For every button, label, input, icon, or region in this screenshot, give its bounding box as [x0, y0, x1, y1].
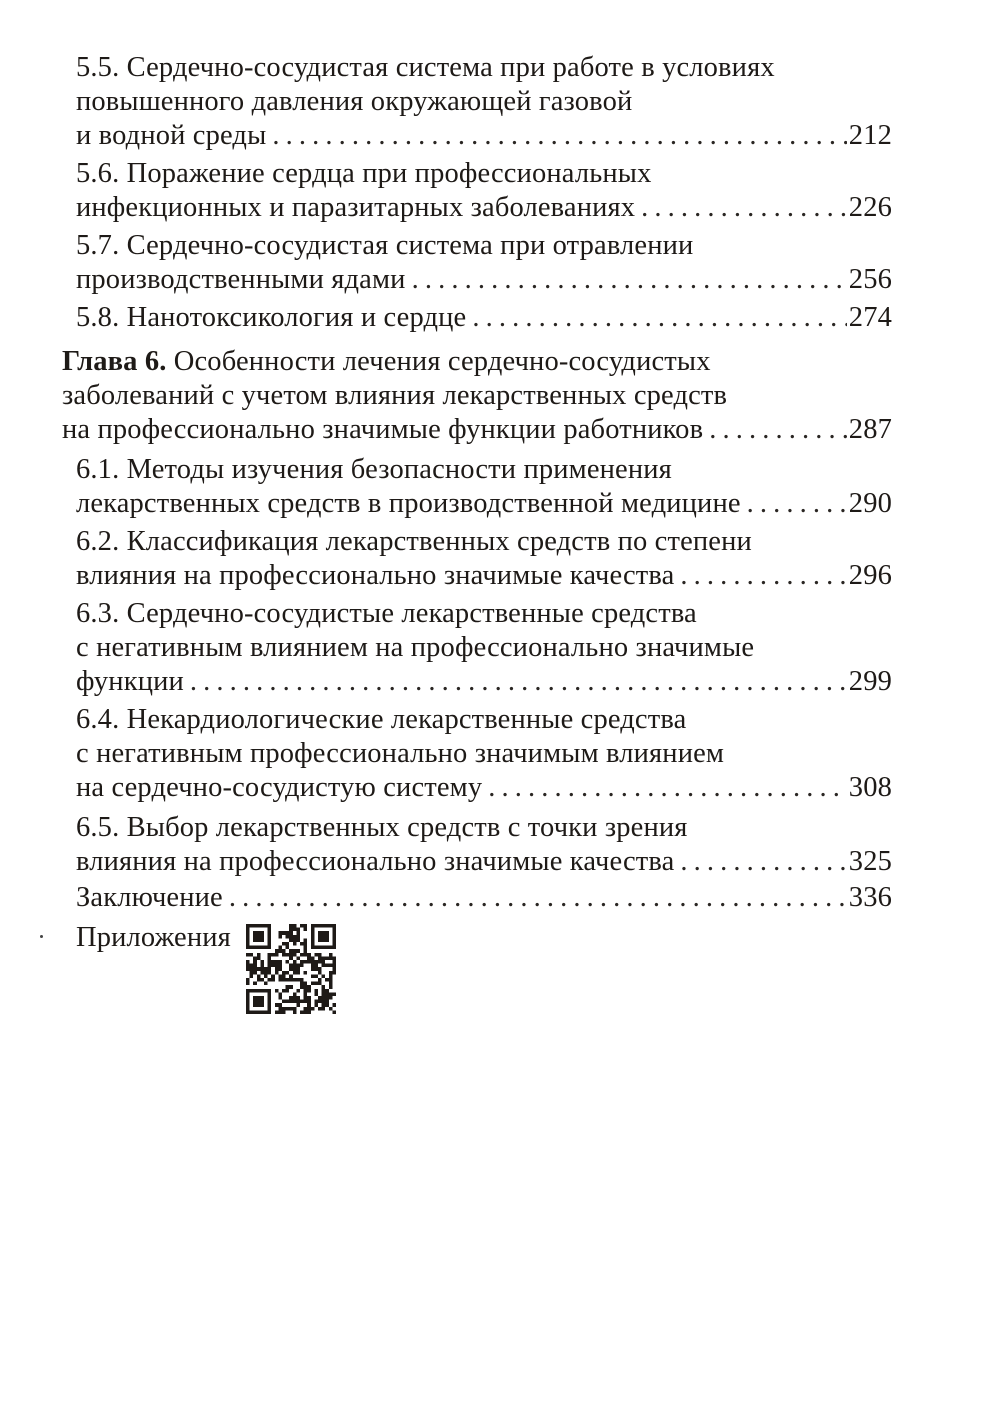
- toc-line: и водной среды: [76, 120, 267, 151]
- appendix-label: Приложения: [76, 922, 231, 953]
- toc-line-last: [76, 300, 892, 336]
- dot-leader: [680, 558, 846, 594]
- toc-line: на сердечно-сосудистую систему: [76, 772, 483, 803]
- toc-line-last: [76, 486, 892, 522]
- dot-leader: [190, 664, 847, 700]
- page-number: 287: [848, 414, 892, 445]
- toc-line: повышенного давления окружающей газовой: [76, 86, 633, 117]
- dot-leader: [709, 412, 847, 448]
- qr-code-icon[interactable]: [246, 924, 336, 1014]
- page-number: 212: [848, 120, 892, 151]
- toc-line: 6.3. Сердечно-сосудистые лекарственные средства: [76, 598, 697, 629]
- dot-leader: [272, 118, 846, 154]
- toc-line: Заключение: [76, 882, 223, 913]
- toc-line-last: [76, 118, 892, 154]
- toc-line: влияния на профессионально значимые качества: [76, 846, 675, 877]
- toc-line-last: [76, 664, 892, 700]
- page-number: 226: [848, 192, 892, 223]
- toc-line-last: [76, 844, 892, 880]
- chapter-title: Особенности лечения сердечно-сосудистых: [166, 346, 711, 377]
- toc-line: 5.8. Нанотоксикология и сердце: [76, 302, 467, 333]
- toc-line: 6.1. Методы изучения безопасности применения: [76, 454, 672, 485]
- dot-leader: [641, 190, 847, 226]
- dot-leader: [747, 486, 847, 522]
- page-number: 325: [848, 846, 892, 877]
- dot-leader: [412, 262, 847, 298]
- page-number: 274: [848, 302, 892, 333]
- toc-line: с негативным профессионально значимым влиянием: [76, 738, 725, 769]
- toc-line-last: [76, 558, 892, 594]
- toc-line-last: [76, 262, 892, 298]
- scan-speck: [40, 935, 43, 938]
- toc-line: лекарственных средств в производственной медицине: [76, 488, 741, 519]
- toc-line-last: [76, 880, 892, 916]
- toc-line: производственными ядами: [76, 264, 406, 295]
- toc-line-last: [62, 412, 892, 448]
- page-number: 336: [848, 882, 892, 913]
- toc-line: 6.5. Выбор лекарственных средств с точки зрения: [76, 812, 688, 843]
- toc-line-last: [76, 770, 892, 806]
- toc-line: инфекционных и паразитарных заболеваниях: [76, 192, 636, 223]
- toc-line: влияния на профессионально значимые качества: [76, 560, 675, 591]
- toc-line: заболеваний с учетом влияния лекарственных средств: [62, 380, 728, 411]
- toc-line: 6.4. Некардиологические лекарственные средства: [76, 704, 687, 735]
- toc-line: с негативным влиянием на профессионально значимые: [76, 632, 755, 663]
- dot-leader: [229, 880, 847, 916]
- toc-line: 5.5. Сердечно-сосудистая система при работе в условиях: [76, 52, 775, 83]
- page-number: 290: [848, 488, 892, 519]
- page-number: 296: [848, 560, 892, 591]
- dot-leader: [488, 770, 847, 806]
- dot-leader: [680, 844, 846, 880]
- toc-line: 5.6. Поражение сердца при профессиональных: [76, 158, 652, 189]
- dot-leader: [472, 300, 846, 336]
- page-number: 299: [848, 666, 892, 697]
- page-number: 308: [848, 772, 892, 803]
- chapter-label: Глава 6.: [62, 346, 167, 377]
- page-number: 256: [848, 264, 892, 295]
- toc-line: на профессионально значимые функции работников: [62, 414, 704, 445]
- toc-line: 6.2. Классификация лекарственных средств по степени: [76, 526, 752, 557]
- toc-line: 5.7. Сердечно-сосудистая система при отравлении: [76, 230, 694, 261]
- toc-line-last: [76, 190, 892, 226]
- toc-line: [62, 344, 711, 380]
- toc-line: функции: [76, 666, 184, 697]
